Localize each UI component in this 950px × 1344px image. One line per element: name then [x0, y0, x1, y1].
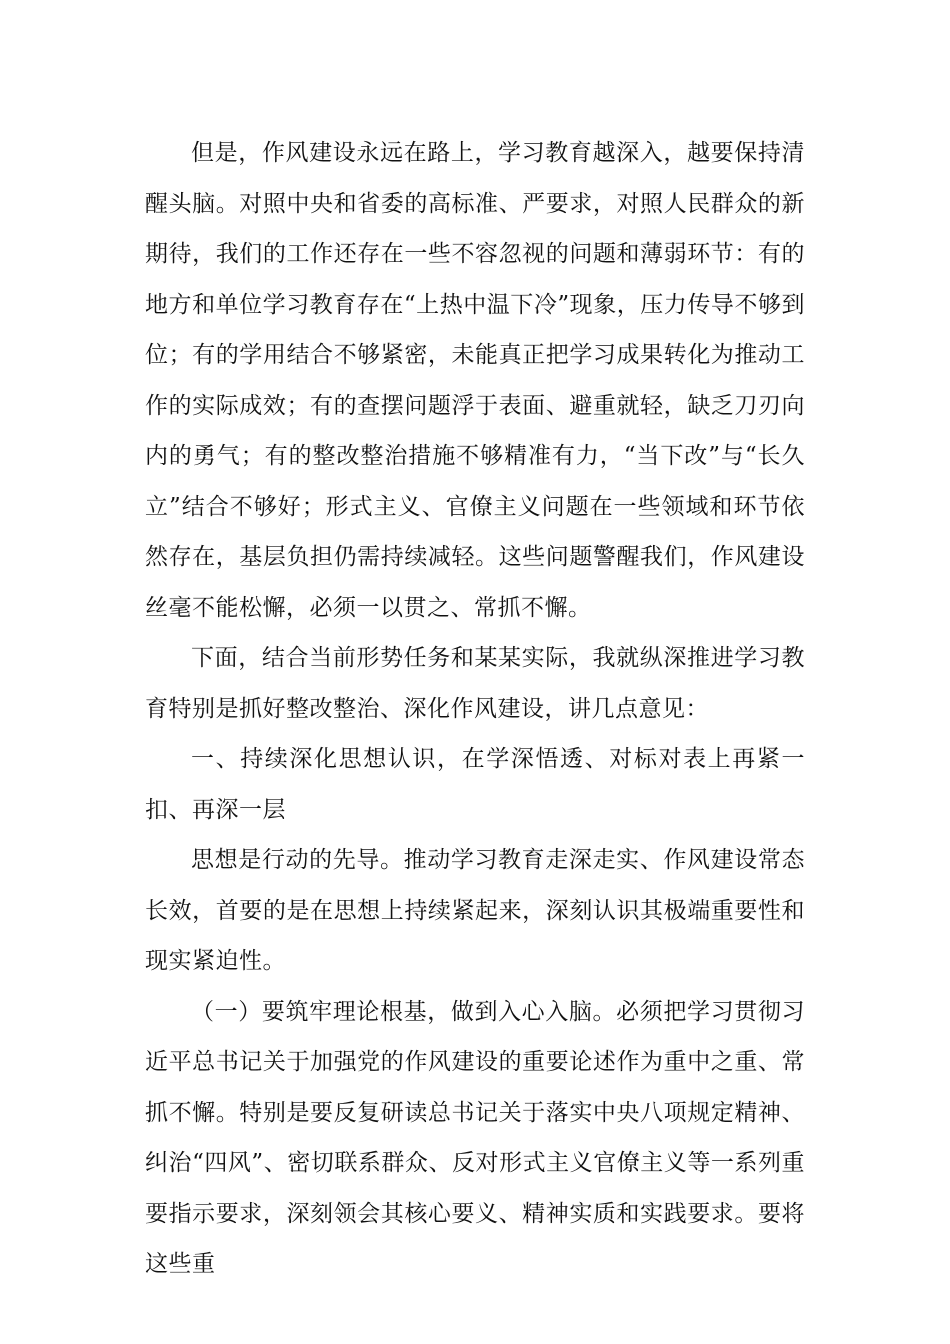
paragraph-problems: 但是，作风建设永远在路上，学习教育越深入，越要保持清醒头脑。对照中央和省委的高标准、严要求，对照人民群众的新期待，我们的工作还存在一些不容忽视的问题和薄弱环节：有的地方和单位学习教育存在“上热中温下冷”现象，压力传导不够到位；有的学用结合不够紧密，未能真正把学习成果转化为推动工作的实际成效；有的查摆问题浮于表面、避重就轻，缺乏刀刃向内的勇气；有的整改整治措施不够精准有力，“当下改”与“长久立”结合不够好；形式主义、官僚主义问题在一些领域和环节依然存在，基层负担仍需持续减轻。这些问题警醒我们，作风建设丝毫不能松懈，必须一以贯之、常抓不懈。: [145, 140, 805, 621]
document-page: [145, 128, 805, 1290]
paragraph-theory-foundation: （一）要筑牢理论根基，做到入心入脑。必须把学习贯彻习近平总书记关于加强党的作风建设的重要论述作为重中之重、常抓不懈。特别是要反复研读总书记关于落实中央八项规定精神、纠治“四风”、密切联系群众、反对形式主义官僚主义等一系列重要指示要求，深刻领会其核心要义、精神实质和实践要求。要将这些重: [145, 998, 805, 1277]
section-heading-1: 一、持续深化思想认识，在学深悟透、对标对表上再紧一扣、再深一层: [145, 746, 805, 823]
paragraph-intro-opinions: 下面，结合当前形势任务和某某实际，我就纵深推进学习教育特别是抓好整改整治、深化作风建设，讲几点意见：: [145, 645, 805, 722]
paragraph-thought-guide: 思想是行动的先导。推动学习教育走深走实、作风建设常态长效，首要的是在思想上持续紧起来，深刻认识其极端重要性和现实紧迫性。: [145, 847, 805, 974]
